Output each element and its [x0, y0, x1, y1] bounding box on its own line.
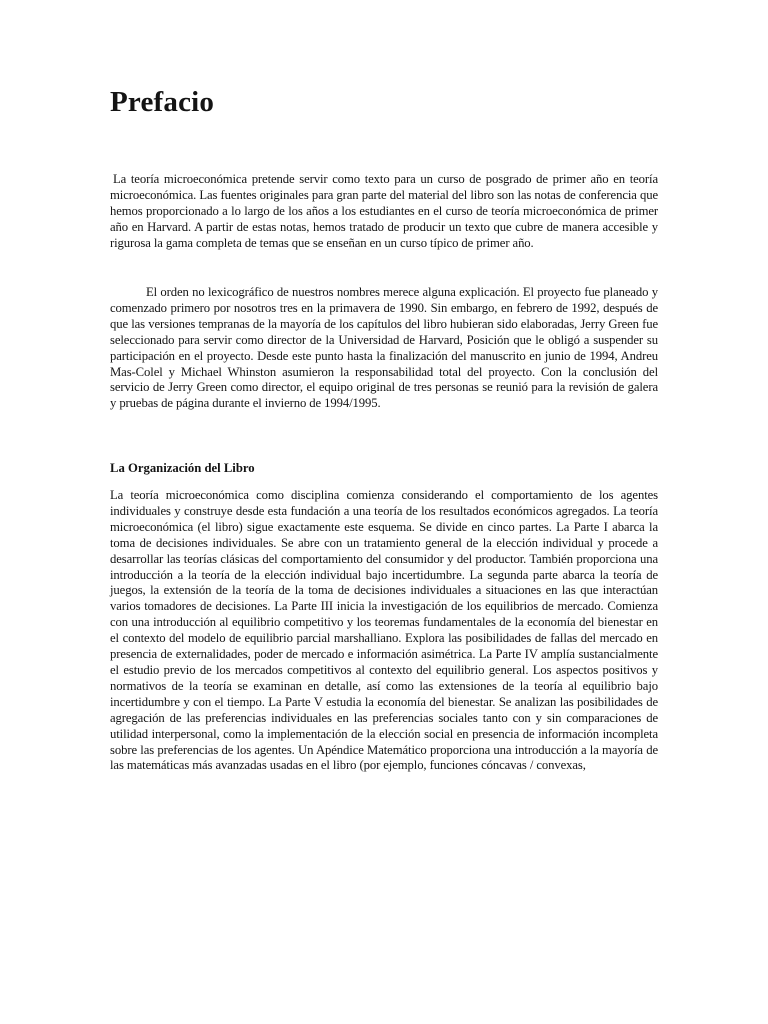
preface-paragraph-1: La teoría microeconómica pretende servir como texto para un curso de posgrado de primer año en teoría microeconómica. Las fuentes originales para gran parte del material del libro son las notas de conferencia que hemos proporcionado a lo largo de los años a los estudiantes en el curso de teoría microeconómica de primer año en Harvard. A partir de estas notas, hemos tratado de producir un texto que cubre de manera accesible y rigurosa la gama completa de temas que se enseñan en un curso típico de primer año.	[110, 172, 658, 250]
preface-paragraph-2: El orden no lexicográfico de nuestros nombres merece alguna explicación. El proyecto fue planeado y comenzado primero por nosotros tres en la primavera de 1990. Sin embargo, en febrero de 1992, después de que las versiones tempranas de la mayoría de los capítulos del libro hubieran sido elaboradas, Jerry Green fue seleccionado para servir como director de la Universidad de Harvard, Posición que le obligó a suspender su participación en el proyecto. Desde este punto hasta la finalización del manuscrito en junio de 1994, Andreu Mas-Colel y Michael Whinston asumieron la responsabilidad total del proyecto. Con la conclusión del servicio de Jerry Green como director, el equipo original de tres personas se reunió para la revisión de galera y pruebas de página durante el invierno de 1994/1995.	[110, 285, 658, 411]
page-title: Prefacio	[110, 86, 215, 118]
section-heading: La Organización del Libro	[110, 461, 255, 475]
section-paragraph: La teoría microeconómica como disciplina comienza considerando el comportamiento de los agentes individuales y construye desde esta fundación a una teoría de los resultados económicos agregados. La teoría microeconómica (el libro) sigue exactamente este esquema. Se divide en cinco partes. La Parte I abarca la toma de decisiones individuales. Se abre con un tratamiento general de la elección individual y procede a desarrollar las teorías clásicas del comportamiento del consumidor y del productor. También proporciona una introducción a la teoría de la elección individual bajo incertidumbre. La segunda parte abarca la teoría de juegos, la extensión de la teoría de la toma de decisiones individuales a situaciones en las que interactúan varios tomadores de decisiones. La Parte III inicia la investigación de los equilibrios de mercado. Comienza con una introducción al equilibrio competitivo y los teoremas fundamentales de la economía del bienestar en el contexto del modelo de equilibrio parcial marshalliano. Explora las posibilidades de fallas del mercado en presencia de externalidades, poder de mercado e información asimétrica. La Parte IV amplía sustancialmente el estudio previo de los mercados competitivos al contexto del equilibrio general. Los aspectos positivos y normativos de la teoría se examinan en detalle, así como las extensiones de la teoría al equilibrio bajo incertidumbre y con el tiempo. La Parte V estudia la economía del bienestar. Se analizan las posibilidades de agregación de las preferencias individuales en las preferencias sociales tanto con y sin comparaciones de utilidad interpersonal, como la implementación de la elección social en presencia de información incompleta sobre las preferencias de los agentes. Un Apéndice Matemático proporciona una introducción a la mayoría de las matemáticas más avanzadas usadas en el libro (por ejemplo, funciones cóncavas / convexas,	[110, 488, 658, 773]
